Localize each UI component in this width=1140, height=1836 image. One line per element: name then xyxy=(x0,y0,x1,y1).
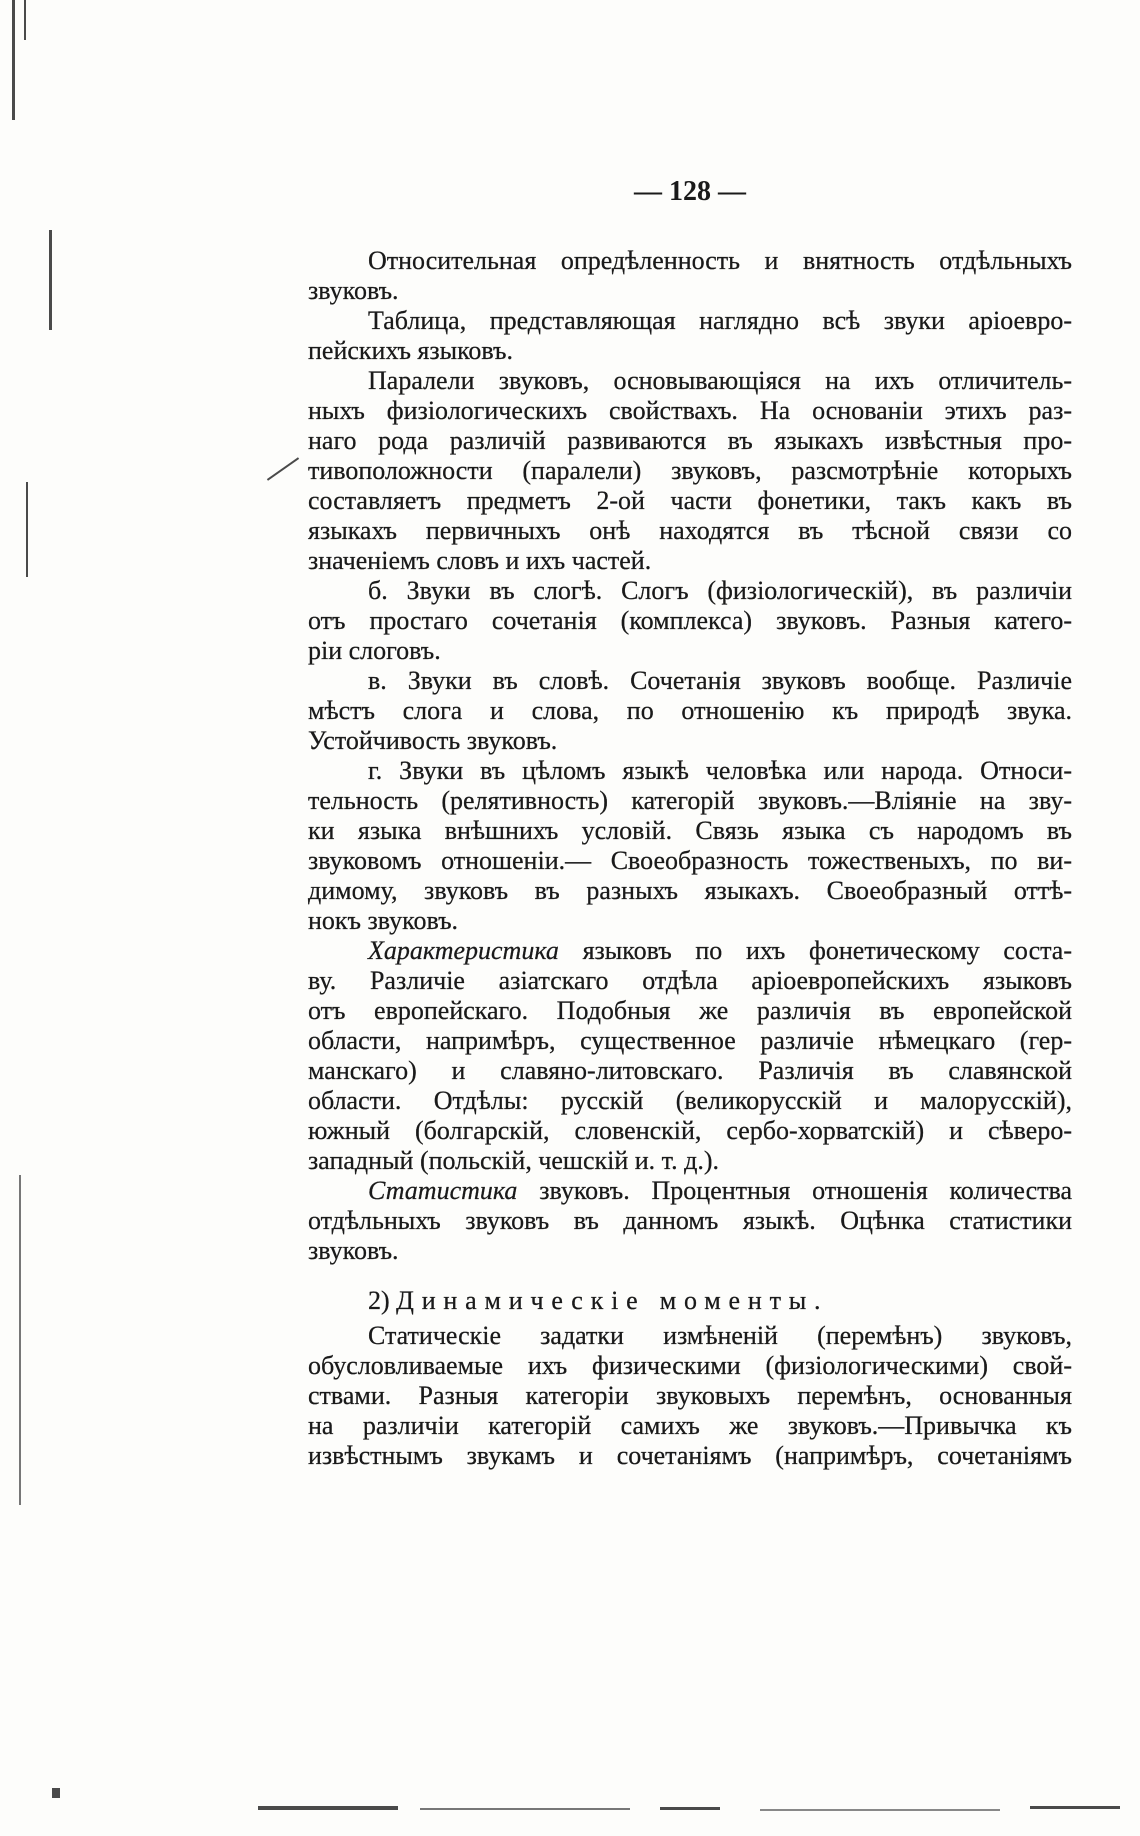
text-line: звуковъ. xyxy=(308,1236,399,1265)
text-line: составляетъ предметъ 2-ой части фонетики, такъ какъ въ xyxy=(308,486,1072,515)
text-line: в. Звуки въ словѣ. Сочетанія звуковъ вообще. Различіе xyxy=(368,666,1072,695)
text-line: Таблица, представляющая наглядно всѣ звуки аріоевро- xyxy=(368,306,1072,335)
scan-artifact xyxy=(1030,1806,1120,1809)
text-line: отъ простаго сочетанія (комплекса) звуковъ. Разныя катего- xyxy=(308,606,1072,635)
text-line: нокъ звуковъ. xyxy=(308,906,459,935)
text-line: языкахъ первичныхъ онѣ находятся въ тѣсной связи со xyxy=(308,516,1072,545)
italic-term: Характеристика xyxy=(368,936,559,965)
text-line: наго рода различій развиваются въ языкахъ извѣстныя про- xyxy=(308,426,1072,455)
text-line: тельность (релятивность) категорій звуковъ.—Вліяніе на зву- xyxy=(308,786,1072,815)
text-line: Устойчивость звуковъ. xyxy=(308,726,558,755)
text-line: области, напримѣръ, существенное различіе нѣмецкаго (гер- xyxy=(308,1026,1072,1055)
scan-artifact xyxy=(258,1806,398,1810)
scan-artifact xyxy=(52,1788,60,1798)
scan-artifact xyxy=(267,457,299,480)
text-line: мѣстъ слога и слова, по отношенію къ природѣ звука. xyxy=(308,696,1072,725)
text-line: тивоположности (паралели) звуковъ, разсмотрѣніе которыхъ xyxy=(308,456,1072,485)
text-line: Статическіе задатки измѣненій (перемѣнъ) звуковъ, xyxy=(368,1321,1072,1350)
text-line: звуковомъ отношеніи.— Своеобразность тожественыхъ, по ви- xyxy=(308,846,1072,875)
text-line: отдѣльныхъ звуковъ въ данномъ языкѣ. Оцѣнка статистики xyxy=(308,1206,1072,1235)
text-block xyxy=(308,246,1072,1471)
text-line: Относительная опредѣленность и внятность отдѣльныхъ xyxy=(368,246,1072,275)
text-line: западный (польскій, чешскій и. т. д.). xyxy=(308,1146,719,1175)
text-line: ріи слоговъ. xyxy=(308,636,441,665)
text-line: б. Звуки въ слогѣ. Слогъ (физіологическій), въ различіи xyxy=(368,576,1072,605)
text-line: ныхъ физіологическихъ свойствахъ. На основаніи этихъ раз- xyxy=(308,396,1072,425)
text-line: отъ европейскаго. Подобныя же различія въ европейской xyxy=(308,996,1072,1025)
text-line: на различіи категорій самихъ же звуковъ.—Привычка къ xyxy=(308,1411,1072,1440)
text-line xyxy=(308,1176,1072,1206)
text-line: области. Отдѣлы: русскій (великорусскій и малорусскій), xyxy=(308,1086,1072,1115)
text-line: ствами. Разныя категоріи звуковыхъ перемѣнъ, основанныя xyxy=(308,1381,1072,1410)
italic-term: Статистика xyxy=(368,1176,518,1205)
text-line xyxy=(308,936,1072,966)
section-title: Динамическіе моменты. xyxy=(396,1286,829,1315)
text-line: ки языка внѣшнихъ условій. Связь языка съ народомъ въ xyxy=(308,816,1072,845)
text-line: звуковъ. xyxy=(308,276,399,305)
text-line: Паралели звуковъ, основывающіяся на ихъ отличитель- xyxy=(368,366,1072,395)
text-line: г. Звуки въ цѣломъ языкѣ человѣка или народа. Относи- xyxy=(368,756,1072,785)
scan-artifact xyxy=(26,482,28,577)
text-line: обусловливаемые ихъ физическими (физіологическими) свой- xyxy=(308,1351,1072,1380)
scan-artifact xyxy=(420,1808,630,1810)
text-line: значеніемъ словъ и ихъ частей. xyxy=(308,546,652,575)
text-line: извѣстнымъ звукамъ и сочетаніямъ (напримѣръ, сочетаніямъ xyxy=(308,1441,1072,1470)
text-line: манскаго) и славяно-литовскаго. Различія въ славянской xyxy=(308,1056,1072,1085)
scan-artifact xyxy=(660,1807,720,1810)
scan-artifact xyxy=(760,1809,1000,1811)
scan-artifact xyxy=(24,0,26,40)
text-line: пейскихъ языковъ. xyxy=(308,336,513,365)
scan-artifact xyxy=(49,230,52,330)
text-line: ву. Различіе азіатскаго отдѣла аріоевропейскихъ языковъ xyxy=(308,966,1072,995)
page-number: — 128 — xyxy=(634,176,746,207)
text-line-rest: языковъ по ихъ фонетическому соста- xyxy=(558,936,1072,965)
text-line-rest: звуковъ. Процентныя отношенія количества xyxy=(517,1176,1072,1205)
scan-artifact xyxy=(12,0,15,120)
section-number: 2) xyxy=(368,1286,390,1315)
text-line: димому, звуковъ въ разныхъ языкахъ. Своеобразный оттѣ- xyxy=(308,876,1072,905)
text-line: южный (болгарскій, словенскій, сербо-хорватскій) и сѣверо- xyxy=(308,1116,1072,1145)
scan-artifact xyxy=(19,1175,21,1505)
section-heading xyxy=(308,1286,1072,1316)
